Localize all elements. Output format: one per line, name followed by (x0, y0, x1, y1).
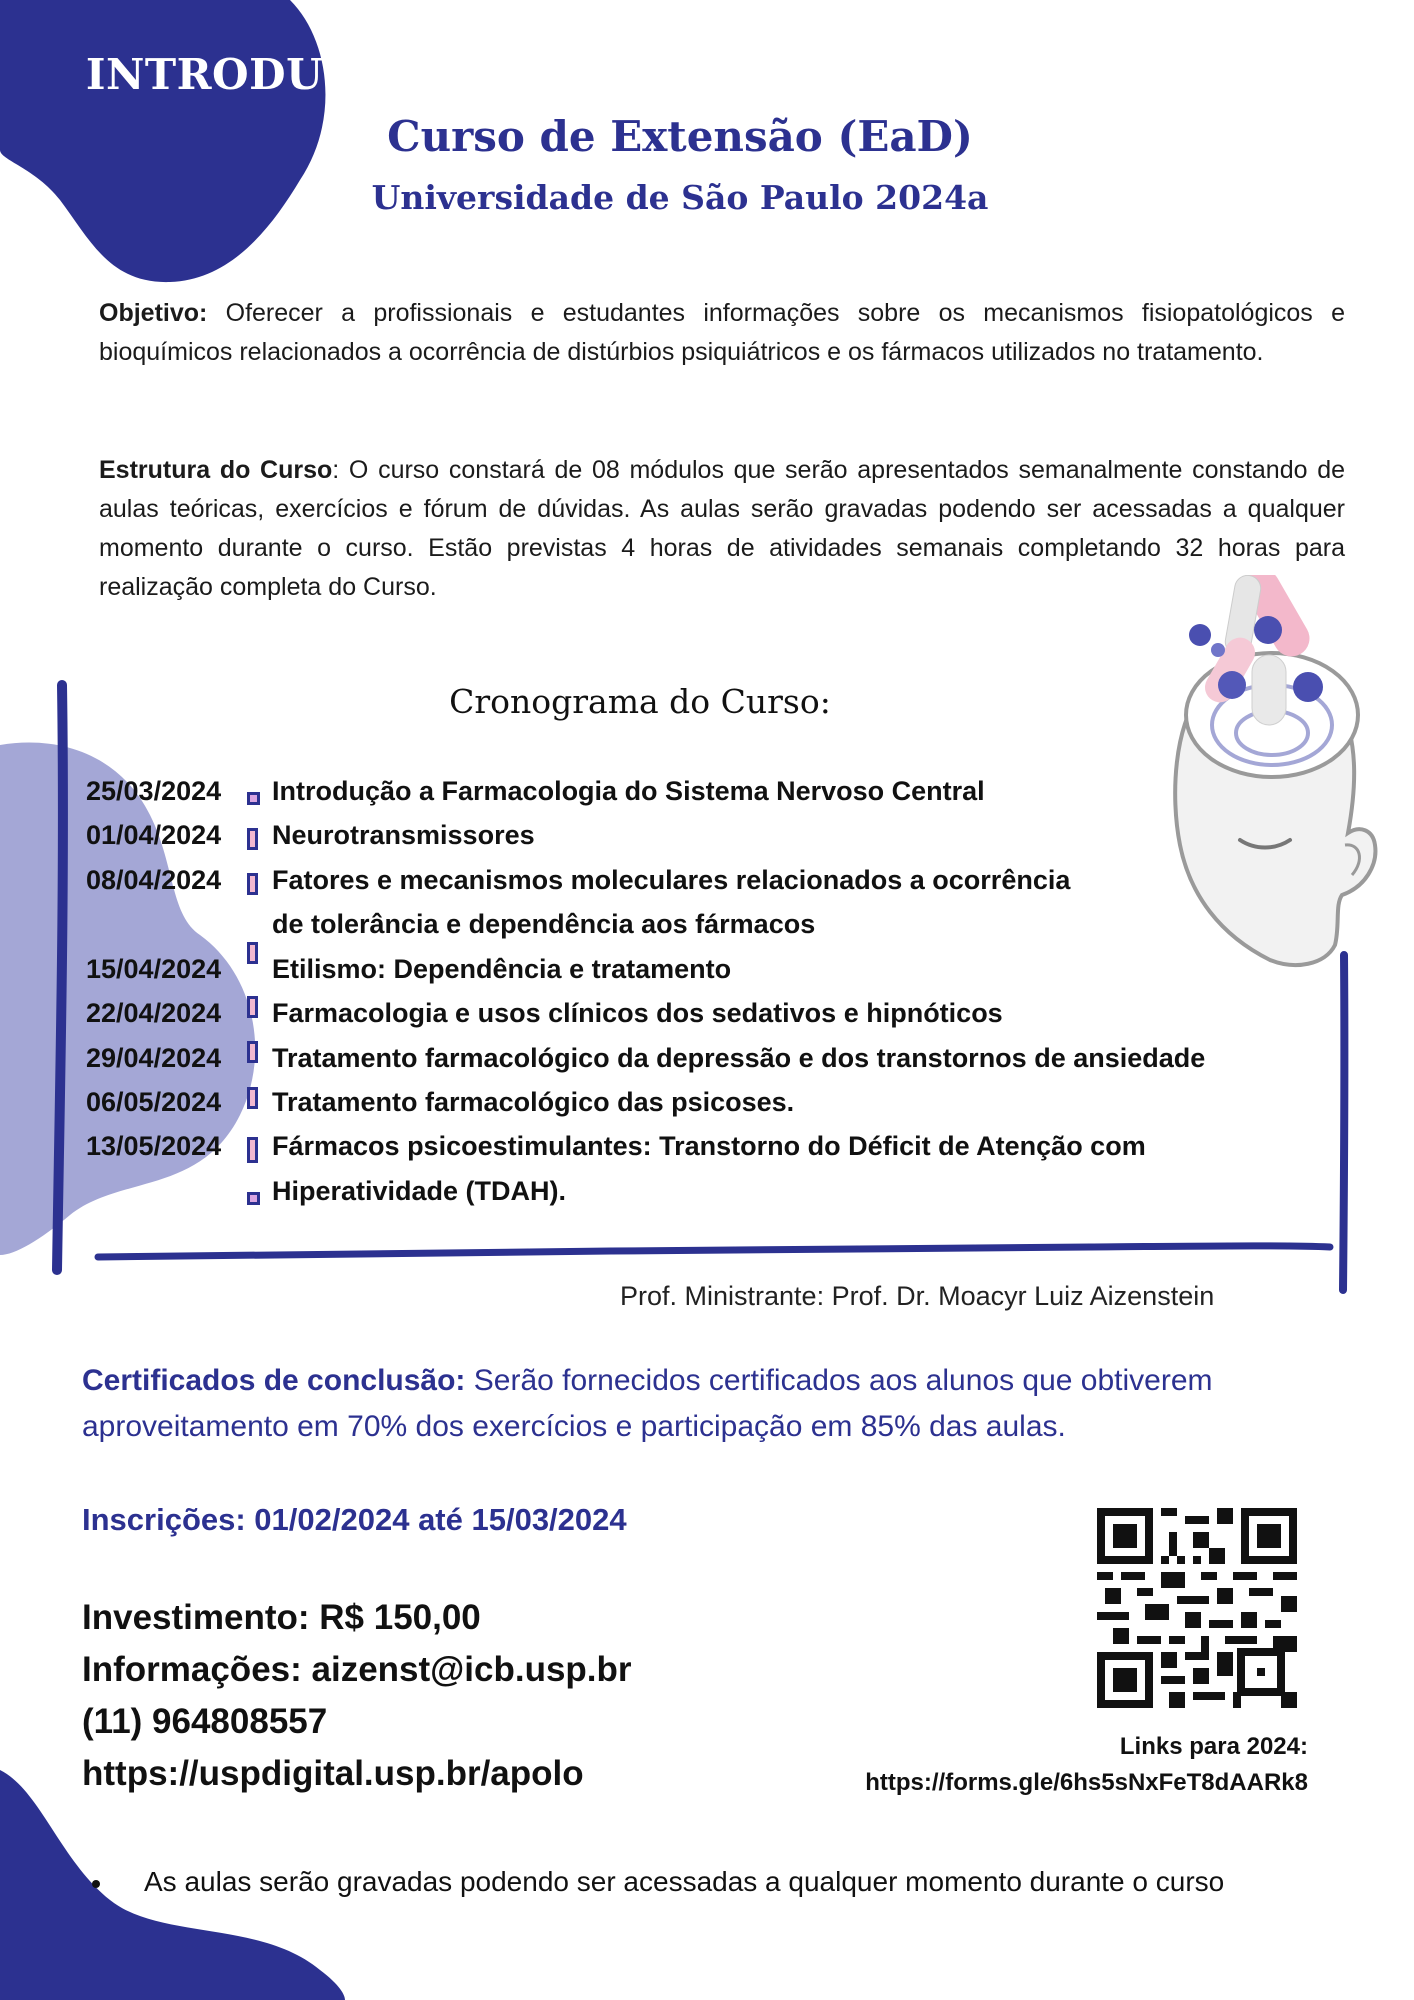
horizontal-divider-line (90, 1235, 1340, 1265)
form-link[interactable]: https://forms.gle/6hs5sNxFeT8dAARk8 (865, 1769, 1308, 1796)
head-pills-illustration (1160, 575, 1400, 975)
schedule-date: 13/05/2024 (86, 1131, 222, 1161)
schedule-date: 22/04/2024 (86, 998, 222, 1028)
structure-paragraph (99, 451, 1345, 607)
bullet-marker-icon (247, 873, 258, 895)
schedule-topic: Hiperatividade (TDAH). (272, 1176, 567, 1206)
schedule-topic: Tratamento farmacológico da depressão e dos transtornos de ansiedade (272, 1043, 1206, 1073)
bullet-marker-icon (247, 1087, 258, 1109)
schedule-topic: Farmacologia e usos clínicos dos sedativos e hipnóticos (272, 998, 1003, 1028)
qr-code-icon[interactable] (1097, 1508, 1297, 1708)
recorded-classes-note (92, 1866, 1224, 1898)
schedule-topic: Introdução a Farmacologia do Sistema Nervoso Central (272, 776, 985, 806)
schedule-date: 29/04/2024 (86, 1043, 222, 1073)
objective-label: Objetivo: (99, 299, 208, 327)
left-lavender-blob (0, 735, 270, 1255)
professor-line: Prof. Ministrante: Prof. Dr. Moacyr Luiz Aizenstein (620, 1281, 1215, 1311)
bullet-marker-icon (247, 1041, 258, 1063)
bullet-marker-icon (247, 1137, 258, 1163)
schedule-date: 01/04/2024 (86, 820, 222, 850)
schedule-title: Cronograma do Curso: (449, 682, 831, 721)
bullet-marker-icon (247, 792, 260, 805)
structure-label: Estrutura do Curso (99, 456, 333, 484)
note-text: As aulas serão gravadas podendo ser acessadas a qualquer momento durante o curso (144, 1866, 1225, 1897)
schedule-topic: de tolerância e dependência aos fármacos (272, 909, 816, 939)
course-title: INTRODUÇÃO A PSICOFARMACOLOGIA CLÍNICA (85, 50, 1275, 99)
website-link[interactable]: https://uspdigital.usp.br/apolo (82, 1754, 584, 1793)
investment-line: Investimento: R$ 150,00 (82, 1598, 481, 1637)
objective-text: Oferecer a profissionais e estudantes informações sobre os mecanismos fisiopatológicos e bioquímicos relacionados a ocorrência de distúrbios psiquiátricos e os fármacos utilizados no tratamento. (99, 299, 1345, 366)
bullet-marker-icon (247, 996, 258, 1018)
bullet-dot-icon (92, 1880, 100, 1888)
university-line: Universidade de São Paulo 2024a (371, 178, 989, 217)
certificate-text: Serão fornecidos certificados aos alunos que obtiverem aproveitamento em 70% dos exercícios e participação em 85% das aulas. (82, 1364, 1213, 1443)
objective-paragraph (99, 294, 1345, 372)
schedule-date: 15/04/2024 (86, 954, 222, 984)
schedule-date: 08/04/2024 (86, 865, 222, 895)
bullet-marker-icon (247, 828, 258, 850)
schedule-topic: Fatores e mecanismos moleculares relacionados a ocorrência (272, 865, 1071, 895)
course-subtitle: Curso de Extensão (EaD) (387, 112, 973, 161)
registration-period: Inscrições: 01/02/2024 até 15/03/2024 (82, 1502, 627, 1537)
left-vertical-line (48, 680, 78, 1280)
schedule-date: 06/05/2024 (86, 1087, 222, 1117)
links-label: Links para 2024: (1119, 1733, 1308, 1760)
info-email-line[interactable]: Informações: aizenst@icb.usp.br (82, 1650, 632, 1689)
certificate-paragraph (82, 1358, 1372, 1450)
schedule-topic: Etilismo: Dependência e tratamento (272, 954, 732, 984)
schedule-topic: Tratamento farmacológico das psicoses. (272, 1087, 795, 1117)
schedule-date: 25/03/2024 (86, 776, 222, 806)
bullet-marker-icon (247, 942, 258, 964)
structure-text: : O curso constará de 08 módulos que serão apresentados semanalmente constando de aulas teóricas, exercícios e fórum de dúvidas. As aulas serão gravadas podendo ser acessadas a qualquer momento durante o curso. Estão previstas 4 horas de atividades semanais completando 32 horas para realização completa do Curso. (99, 456, 1346, 601)
certificate-label: Certificados de conclusão: (82, 1364, 466, 1397)
bullet-marker-icon (247, 1192, 260, 1205)
phone-line: (11) 964808557 (82, 1702, 328, 1741)
schedule-topic: Fármacos psicoestimulantes: Transtorno do Déficit de Atenção com (272, 1131, 1146, 1161)
schedule-topic: Neurotransmissores (272, 820, 535, 850)
